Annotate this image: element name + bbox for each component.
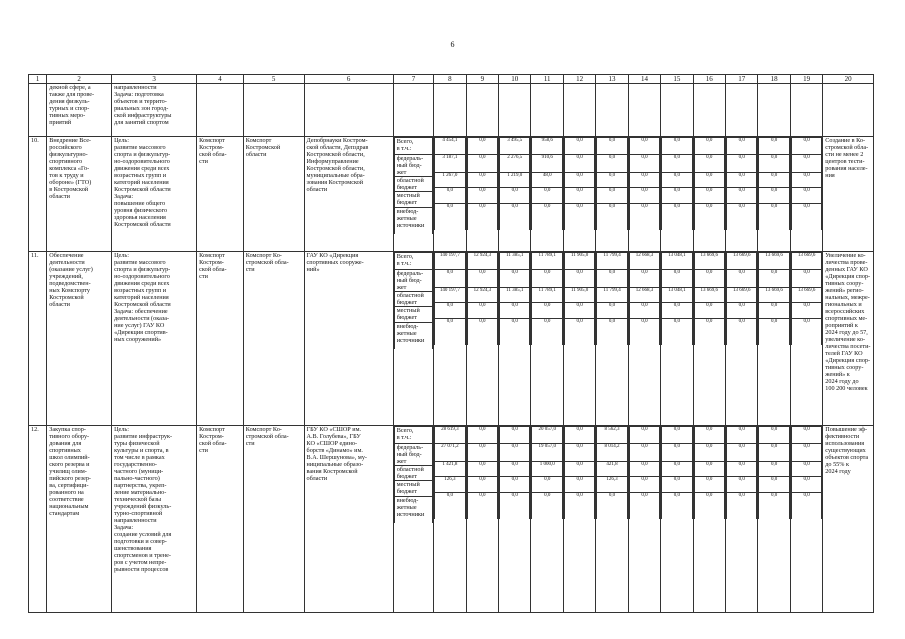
funding-value: 0,0: [435, 270, 465, 288]
funding-source-label: областной бюджет: [394, 466, 433, 481]
funding-value: 0,0: [694, 188, 724, 204]
column-header: 2: [47, 75, 112, 84]
funding-value: 27 071,2: [435, 444, 465, 462]
funding-value: 0,0: [532, 493, 562, 520]
funding-value: 0,0: [759, 138, 789, 155]
funding-value: 13 669,6: [694, 288, 724, 303]
funding-value: 13 669,6: [759, 288, 789, 303]
funding-source-label: Всего, в т.ч.:: [394, 427, 433, 444]
event-name: Закупка спор- тивного обору- дования для спортивных школ олимпий- ского резерва и училищ олим- пийского резер- ва, сертифици- рованного на соответствие национальным стандартам: [47, 426, 112, 613]
funding-value: 0,0: [629, 204, 659, 231]
responsible-executor: Комспорт Костром- ской обла- сти: [197, 426, 244, 613]
funding-value: 0,0: [694, 444, 724, 462]
funding-value: 0,0: [791, 188, 821, 204]
funding-value: 0,0: [759, 444, 789, 462]
funding-values: [466, 137, 498, 252]
funding-value: 0,0: [662, 155, 692, 173]
column-header: 11: [531, 75, 563, 84]
funding-value: 0,0: [629, 173, 659, 188]
funding-value: 0,0: [532, 188, 562, 204]
funding-value: 0,0: [727, 155, 757, 173]
funding-value: 13 048,1: [662, 253, 692, 270]
funding-value: 0,0: [629, 270, 659, 288]
funding-value: 0,0: [791, 303, 821, 319]
column-header: 1: [29, 75, 47, 84]
funding-values: [758, 137, 790, 252]
funding-value: 0,0: [629, 138, 659, 155]
funding-value: 0,0: [727, 427, 757, 444]
funding-value: 12 924,3: [467, 253, 497, 270]
funding-value: 13 048,1: [662, 288, 692, 303]
funding-value: 0,0: [500, 462, 530, 477]
funding-value: 0,0: [564, 270, 594, 288]
funding-values: [499, 252, 531, 426]
header-row: [29, 75, 874, 84]
column-header: 15: [661, 75, 693, 84]
funding-values: [726, 137, 758, 252]
funding-value: 0,0: [597, 319, 627, 346]
funding-value: 0,0: [791, 204, 821, 231]
funding-value: 0,0: [500, 188, 530, 204]
funding-value: 0,0: [662, 270, 692, 288]
funding-value: 4 454,1: [435, 138, 465, 155]
funding-sources: [393, 252, 434, 426]
funding-source-label: областной бюджет: [394, 177, 433, 192]
funding-value: 11 905,0: [564, 253, 594, 270]
funding-value: 0,0: [564, 427, 594, 444]
funding-value: 0,0: [500, 270, 530, 288]
funding-value: 0,0: [759, 493, 789, 520]
funding-values: [758, 252, 790, 426]
funding-value: 11 385,1: [500, 288, 530, 303]
funding-value: 0,0: [694, 173, 724, 188]
funding-values: [499, 137, 531, 252]
funding-values: [628, 252, 660, 426]
funding-value: 0,0: [727, 204, 757, 231]
funding-value: 0,0: [662, 462, 692, 477]
funding-value: 0,0: [532, 477, 562, 493]
funding-value: 0,0: [467, 444, 497, 462]
funding-values: [531, 252, 563, 426]
funding-values: [596, 252, 628, 426]
funding-value: 0,0: [564, 188, 594, 204]
funding-value: 3 187,1: [435, 155, 465, 173]
participants: ГАУ КО «Дирекция спортивных сооруже- ний»: [304, 252, 393, 426]
page-number: 6: [450, 40, 455, 49]
funding-value: 0,0: [662, 204, 692, 231]
funding-source-label: местный бюджет: [394, 192, 433, 208]
funding-value: 0,0: [791, 155, 821, 173]
column-header: 17: [726, 75, 758, 84]
funding-value: 1 267,0: [435, 173, 465, 188]
column-header: 14: [628, 75, 660, 84]
participants: Депобрнауки Костром- ской области, Депздрав Костромской области, Информуправление Костромской области, муниципальные обра- зования Костромской области: [304, 137, 393, 252]
funding-value: 140 197,7: [435, 253, 465, 270]
funding-values: [628, 426, 660, 613]
funding-value: 0,0: [467, 477, 497, 493]
event-name: Внедрение Все- российского физкультурно- спортивного комплекса «Го- тов к труду и обороне» (ГТО) в Костромской области: [47, 137, 112, 252]
funding-value: 0,0: [597, 204, 627, 231]
funding-value: 0,0: [467, 303, 497, 319]
goal-task: Цель: развитие массового спорта и физкультур- но-оздоровительного движения среди всех возрастных групп и категорий населения Костромской области Задача: повышение общего уровня физического здоровья населения Костромской области: [112, 137, 197, 252]
funding-value: 0,0: [467, 462, 497, 477]
funding-value: 0,0: [694, 477, 724, 493]
funding-value: 0,0: [500, 477, 530, 493]
expected-result: Повышение эф- фективности использования существующих объектов спорта до 55% к 2024 году: [823, 426, 874, 613]
column-header: 8: [434, 75, 466, 84]
funding-value: 11 905,0: [564, 288, 594, 303]
funding-value: 0,0: [791, 477, 821, 493]
funding-value: 11 385,1: [500, 253, 530, 270]
funding-value: 0,0: [467, 427, 497, 444]
funding-value: 0,0: [435, 204, 465, 231]
funding-value: 0,0: [435, 188, 465, 204]
funding-values: [790, 137, 822, 252]
funding-value: 0,0: [629, 444, 659, 462]
funding-value: 0,0: [662, 427, 692, 444]
funding-value: 12 668,3: [629, 288, 659, 303]
funding-value: 13 669,6: [791, 288, 821, 303]
column-header: 5: [243, 75, 304, 84]
funding-value: 0,0: [727, 173, 757, 188]
funding-value: 0,0: [597, 303, 627, 319]
funding-value: 0,0: [662, 493, 692, 520]
funding-value: 0,0: [694, 138, 724, 155]
funding-value: 11 789,1: [532, 253, 562, 270]
funding-values: [499, 426, 531, 613]
funding-values: [563, 137, 595, 252]
funding-values: [434, 252, 466, 426]
funding-value: 0,0: [662, 444, 692, 462]
funding-value: 0,0: [629, 477, 659, 493]
funding-source-label: местный бюджет: [394, 481, 433, 497]
funding-value: 0,0: [791, 138, 821, 155]
funding-value: 0,0: [532, 270, 562, 288]
co-executor: Комспорт Костромской области: [243, 137, 304, 252]
funding-value: 0,0: [791, 427, 821, 444]
funding-values: [563, 252, 595, 426]
funding-value: 0,0: [759, 303, 789, 319]
funding-value: 0,0: [597, 493, 627, 520]
funding-values: [758, 426, 790, 613]
funding-value: 0,0: [629, 493, 659, 520]
goal-task: Цель: развитие инфраструк- туры физической культуры и спорта, в том числе в рамках государственно- частного (муници- пально-частного) партнерства, укреп- ление материально- технической базы учреждений физкуль- турно-спортивной направленности Задача: создание условий для подготовки и совер- шенствования спортсменов и трене- ров с учетом непре- рывности процессов: [112, 426, 197, 613]
funding-values: [726, 426, 758, 613]
funding-value: 0,0: [727, 319, 757, 346]
funding-value: 0,0: [597, 188, 627, 204]
funding-value: 2 276,5: [500, 155, 530, 173]
funding-source-label: Всего, в т.ч.:: [394, 138, 433, 155]
funding-value: 0,0: [759, 427, 789, 444]
funding-values: [466, 252, 498, 426]
funding-sources: [393, 137, 434, 252]
funding-source-label: федераль- ный бюд- жет: [394, 444, 433, 466]
column-header: 13: [596, 75, 628, 84]
co-executor: Комспорт Ко- стромской обла- сти: [243, 252, 304, 426]
funding-value: 0,0: [727, 138, 757, 155]
funding-value: 0,0: [791, 444, 821, 462]
column-header: 16: [693, 75, 725, 84]
funding-value: 19 057,0: [532, 444, 562, 462]
funding-value: 0,0: [727, 462, 757, 477]
funding-values: [693, 137, 725, 252]
funding-values: [661, 426, 693, 613]
funding-source-label: Всего, в т.ч.:: [394, 253, 433, 270]
expected-result: Увеличение ко- личества прове- денных ГАУ КО «Дирекция спор- тивных соору- жений» регио- нальных, межре- гиональных и всероссийских спортивных ме- роприятий к 2024 году до 57, увеличение ко- личества посети- телей ГАУ КО «Дирекция спор- тивных соору- жений» к 2024 году до 100 200 человек: [823, 252, 874, 426]
funding-value: 0,0: [629, 303, 659, 319]
funding-value: 0,0: [662, 173, 692, 188]
funding-value: 0,0: [727, 188, 757, 204]
funding-value: 0,0: [597, 173, 627, 188]
funding-value: 126,3: [597, 477, 627, 493]
funding-values: [596, 426, 628, 613]
funding-value: 0,0: [629, 427, 659, 444]
table-row: [29, 252, 874, 426]
funding-value: 0,0: [759, 204, 789, 231]
funding-value: 0,0: [662, 138, 692, 155]
funding-values: [531, 426, 563, 613]
column-header: 7: [393, 75, 434, 84]
funding-value: 0,0: [467, 270, 497, 288]
funding-value: 1 000,0: [532, 462, 562, 477]
funding-value: 0,0: [564, 173, 594, 188]
funding-value: 0,0: [467, 204, 497, 231]
funding-value: 13 669,6: [791, 253, 821, 270]
funding-source-label: федераль- ный бюд- жет: [394, 155, 433, 177]
continued-name: декной сфере, а также для прове- дения физкуль- турных и спор- тивных меро- приятий: [47, 84, 112, 137]
table-row: [29, 137, 874, 252]
funding-value: 0,0: [597, 270, 627, 288]
funding-value: 0,0: [694, 204, 724, 231]
funding-value: 0,0: [435, 303, 465, 319]
funding-value: 1 421,8: [435, 462, 465, 477]
funding-value: 0,0: [727, 444, 757, 462]
table-row: [29, 426, 874, 613]
funding-value: 0,0: [500, 319, 530, 346]
funding-value: 11 799,4: [597, 288, 627, 303]
funding-value: 0,0: [727, 493, 757, 520]
funding-value: 0,0: [759, 462, 789, 477]
funding-value: 0,0: [500, 303, 530, 319]
funding-value: 0,0: [467, 138, 497, 155]
row-number: 10.: [29, 137, 47, 252]
funding-source-label: местный бюджет: [394, 307, 433, 323]
funding-value: 12 668,3: [629, 253, 659, 270]
funding-source-label: федераль- ный бюд- жет: [394, 270, 433, 292]
funding-value: 0,0: [791, 173, 821, 188]
funding-value: 0,0: [694, 427, 724, 444]
funding-value: 958,6: [532, 138, 562, 155]
funding-values: [661, 252, 693, 426]
column-header: 6: [304, 75, 393, 84]
funding-value: 0,0: [662, 319, 692, 346]
funding-values: [693, 252, 725, 426]
funding-value: 13 669,6: [694, 253, 724, 270]
funding-value: 0,0: [564, 204, 594, 231]
funding-value: 11 799,4: [597, 253, 627, 270]
funding-value: 13 669,6: [727, 288, 757, 303]
funding-value: 0,0: [435, 319, 465, 346]
funding-value: 13 669,6: [759, 253, 789, 270]
funding-value: 421,8: [597, 462, 627, 477]
funding-value: 28 619,3: [435, 427, 465, 444]
funding-value: 0,0: [467, 319, 497, 346]
co-executor: Комспорт Ко- стромской обла- сти: [243, 426, 304, 613]
funding-values: [790, 252, 822, 426]
funding-value: 0,0: [435, 493, 465, 520]
funding-value: 0,0: [759, 173, 789, 188]
funding-value: 0,0: [564, 462, 594, 477]
goal-task: Цель: развитие массового спорта и физкультур- но-оздоровительного движения среди всех возрастных групп и категорий населения Костромской области Задача: обеспечение деятельности (оказа- ние услуг) ГАУ КО «Дирекция спортив- ных сооружений»: [112, 252, 197, 426]
funding-value: 0,0: [662, 477, 692, 493]
funding-value: 48,0: [532, 173, 562, 188]
funding-value: 8 014,2: [597, 444, 627, 462]
funding-value: 0,0: [662, 188, 692, 204]
funding-value: 0,0: [662, 303, 692, 319]
funding-value: 0,0: [564, 493, 594, 520]
funding-value: 0,0: [564, 319, 594, 346]
continued-goal: направленности Задача: подготовка объектов и террито- риальных зон город- ской инфраструктуры для занятий спортом: [112, 84, 197, 137]
funding-value: 0,0: [564, 444, 594, 462]
funding-value: 0,0: [500, 427, 530, 444]
funding-values: [628, 137, 660, 252]
column-header: 19: [790, 75, 822, 84]
funding-value: 126,3: [435, 477, 465, 493]
funding-values: [434, 426, 466, 613]
funding-value: 0,0: [597, 155, 627, 173]
funding-value: 0,0: [467, 493, 497, 520]
funding-value: 0,0: [727, 303, 757, 319]
funding-source-label: областной бюджет: [394, 292, 433, 307]
funding-value: 3 495,5: [500, 138, 530, 155]
funding-values: [434, 137, 466, 252]
funding-value: 13 669,6: [727, 253, 757, 270]
funding-value: 0,0: [759, 188, 789, 204]
funding-value: 0,0: [694, 493, 724, 520]
column-header: 4: [197, 75, 244, 84]
funding-value: 0,0: [791, 270, 821, 288]
funding-value: 910,6: [532, 155, 562, 173]
funding-value: 0,0: [759, 155, 789, 173]
column-header: 3: [112, 75, 197, 84]
funding-values: [531, 137, 563, 252]
funding-source-label: внебюд- жетные источники: [394, 323, 433, 350]
responsible-executor: Комспорт Костром- ской обла- сти: [197, 252, 244, 426]
continued-row: [29, 84, 874, 137]
event-name: Обеспечение деятельности (оказание услуг) учреждений, подведомствен- ных Комспорту Костромской области: [47, 252, 112, 426]
funding-value: 0,0: [727, 477, 757, 493]
funding-value: 0,0: [597, 138, 627, 155]
funding-value: 0,0: [467, 188, 497, 204]
funding-value: 0,0: [759, 270, 789, 288]
funding-source-label: внебюд- жетные источники: [394, 208, 433, 235]
funding-value: 0,0: [629, 188, 659, 204]
column-header: 9: [466, 75, 498, 84]
funding-values: [693, 426, 725, 613]
funding-value: 0,0: [532, 303, 562, 319]
funding-value: 0,0: [532, 319, 562, 346]
funding-values: [563, 426, 595, 613]
funding-value: 0,0: [500, 444, 530, 462]
funding-value: 0,0: [500, 204, 530, 231]
program-table: [28, 74, 874, 613]
funding-value: 8 562,3: [597, 427, 627, 444]
funding-value: 0,0: [694, 303, 724, 319]
funding-value: 0,0: [629, 462, 659, 477]
funding-value: 20 057,0: [532, 427, 562, 444]
responsible-executor: Комспорт Костром- ской обла- сти: [197, 137, 244, 252]
participants: ГБУ КО «СШОР им. А.В. Голубева», ГБУ КО «СШОР едино- борств «Динамо» им. В.А. Шершунова», му- ниципальные образо- вания Костромской области: [304, 426, 393, 613]
funding-value: 140 197,7: [435, 288, 465, 303]
column-header: 10: [499, 75, 531, 84]
row-number: 11.: [29, 252, 47, 426]
funding-value: 0,0: [467, 155, 497, 173]
column-header: 12: [563, 75, 595, 84]
funding-value: 0,0: [694, 155, 724, 173]
funding-value: 0,0: [694, 462, 724, 477]
funding-sources: [393, 426, 434, 613]
funding-value: 0,0: [727, 270, 757, 288]
funding-value: 0,0: [694, 270, 724, 288]
funding-value: 0,0: [629, 319, 659, 346]
funding-value: 0,0: [629, 155, 659, 173]
funding-values: [661, 137, 693, 252]
funding-values: [790, 426, 822, 613]
funding-value: 12 924,3: [467, 288, 497, 303]
funding-values: [466, 426, 498, 613]
funding-value: 0,0: [759, 319, 789, 346]
funding-value: 0,0: [532, 204, 562, 231]
funding-value: 0,0: [564, 138, 594, 155]
funding-value: 0,0: [759, 477, 789, 493]
funding-value: 0,0: [564, 155, 594, 173]
funding-value: 0,0: [467, 173, 497, 188]
funding-value: 11 789,1: [532, 288, 562, 303]
funding-values: [596, 137, 628, 252]
row-number: 12.: [29, 426, 47, 613]
expected-result: Создание в Ко- стромской обла- сти не менее 2 центров тести- рования населе- ния: [823, 137, 874, 252]
funding-value: 0,0: [500, 493, 530, 520]
funding-value: 0,0: [791, 462, 821, 477]
funding-value: 0,0: [564, 303, 594, 319]
column-header: 18: [758, 75, 790, 84]
funding-source-label: внебюд- жетные источники: [394, 497, 433, 524]
funding-value: 1 219,0: [500, 173, 530, 188]
funding-value: 0,0: [791, 319, 821, 346]
funding-value: 0,0: [791, 493, 821, 520]
funding-values: [726, 252, 758, 426]
funding-value: 0,0: [694, 319, 724, 346]
column-header: 20: [823, 75, 874, 84]
funding-value: 0,0: [564, 477, 594, 493]
